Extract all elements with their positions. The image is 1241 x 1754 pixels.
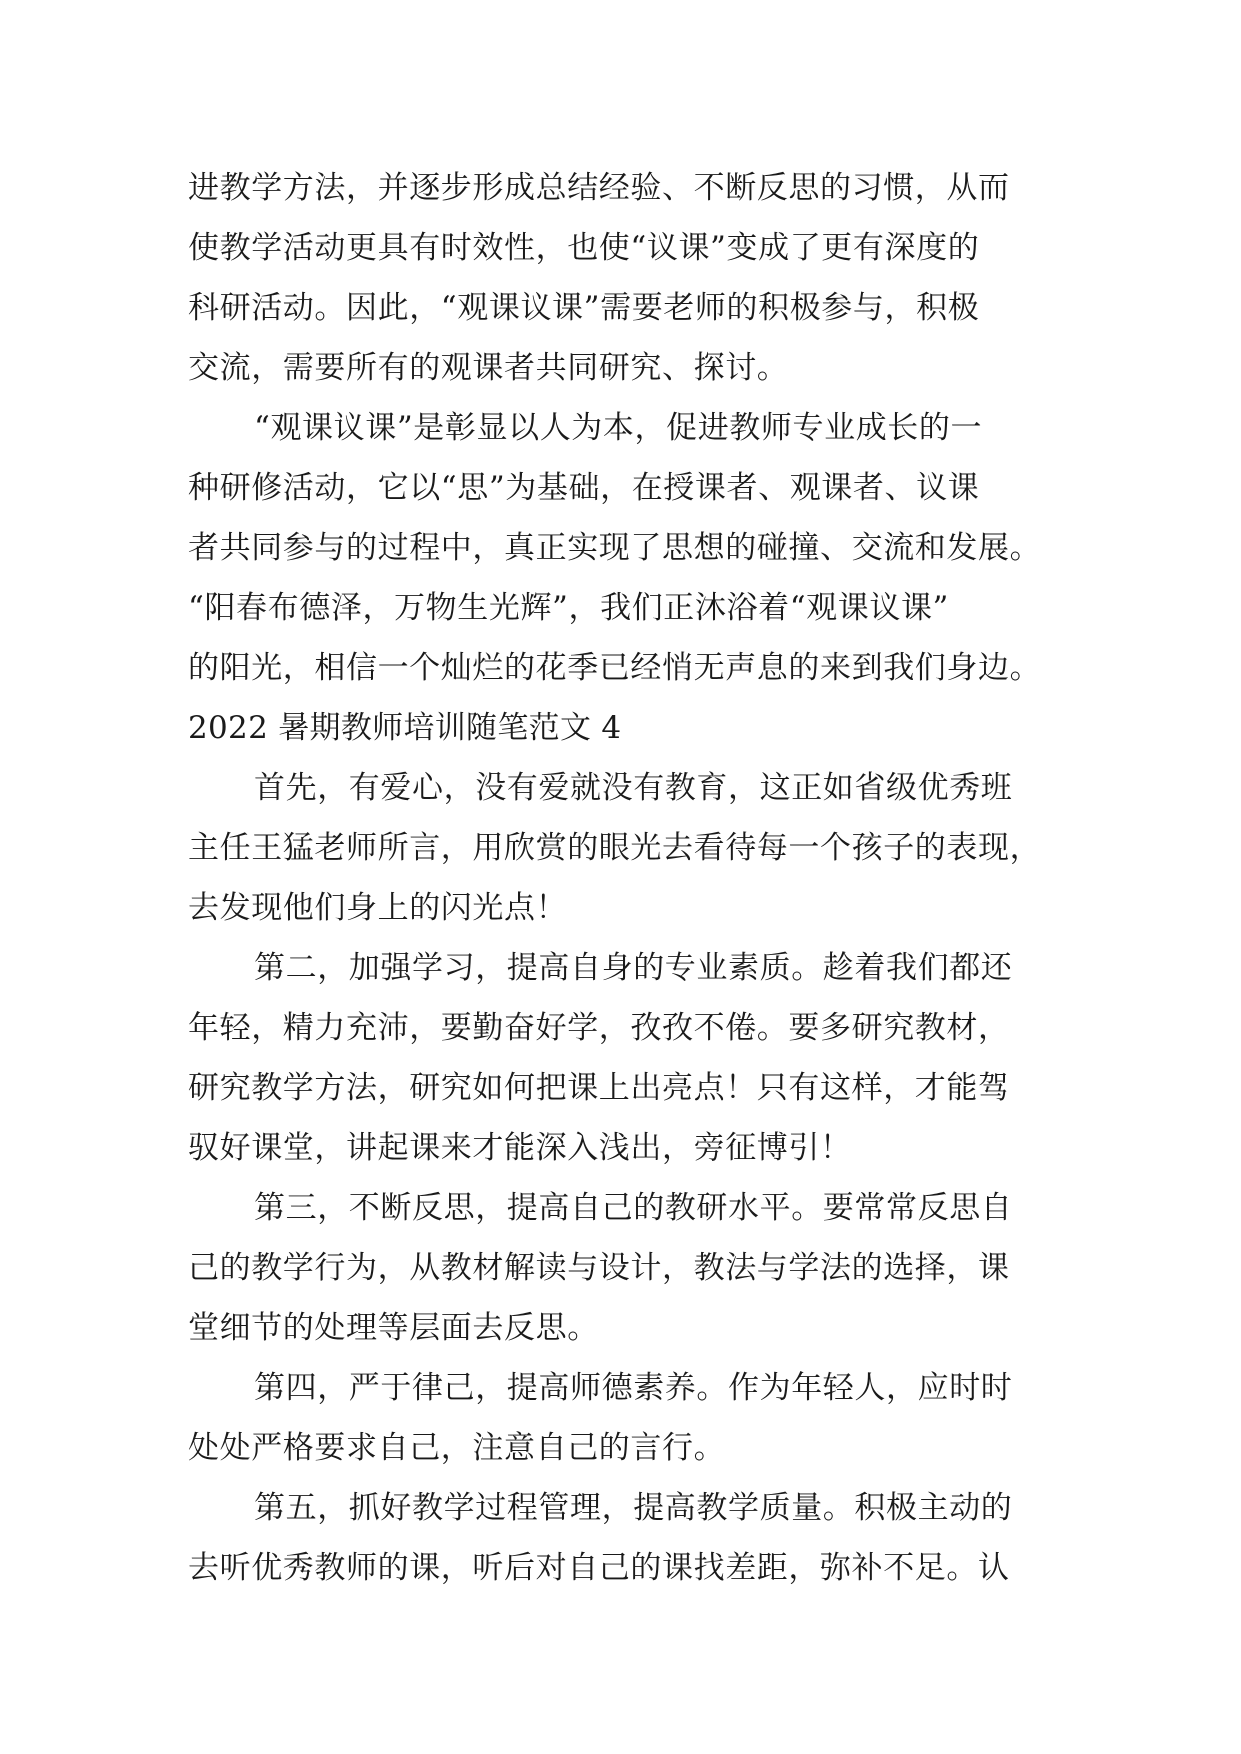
paragraph-first-line: 第四，严于律己，提高师德素养。作为年轻人，应时时: [254, 1370, 1013, 1406]
text-line: 堂细节的处理等层面去反思。: [188, 1310, 599, 1346]
paragraph-first-line: 第五，抓好教学过程管理，提高教学质量。积极主动的: [254, 1490, 1013, 1526]
text-line: 年轻，精力充沛，要勤奋好学，孜孜不倦。要多研究教材，: [188, 1010, 1010, 1046]
text-line: 去听优秀教师的课，听后对自己的课找差距，弥补不足。认: [188, 1550, 1010, 1586]
text-line: 进教学方法，并逐步形成总结经验、不断反思的习惯，从而: [188, 170, 1010, 206]
text-line: 研究教学方法，研究如何把课上出亮点！只有这样，才能驾: [188, 1070, 1010, 1106]
text-line: 科研活动。因此，“观课议课”需要老师的积极参与，积极: [188, 290, 980, 326]
document-body: [188, 158, 1058, 1598]
text-line: 主任王猛老师所言，用欣赏的眼光去看待每一个孩子的表现，: [188, 830, 1042, 866]
text-line: 种研修活动，它以“思”为基础，在授课者、观课者、议课: [188, 470, 980, 506]
text-line: 驭好课堂，讲起课来才能深入浅出，旁征博引！: [188, 1130, 852, 1166]
text-line: 者共同参与的过程中，真正实现了思想的碰撞、交流和发展。: [188, 530, 1042, 566]
text-line: 的阳光，相信一个灿烂的花季已经悄无声息的来到我们身边。: [188, 650, 1042, 686]
paragraph-first-line: 第二，加强学习，提高自身的专业素质。趁着我们都还: [254, 950, 1013, 986]
text-line: “阳春布德泽，万物生光辉”，我们正沐浴着“观课议课”: [188, 590, 949, 626]
text-line: 己的教学行为，从教材解读与设计，教法与学法的选择，课: [188, 1250, 1010, 1286]
paragraph-first-line: 第三，不断反思，提高自己的教研水平。要常常反思自: [254, 1190, 1013, 1226]
text-line: 交流，需要所有的观课者共同研究、探讨。: [188, 350, 789, 386]
paragraph-first-line: 首先，有爱心，没有爱就没有教育，这正如省级优秀班: [254, 770, 1013, 806]
text-line: 处处严格要求自己，注意自己的言行。: [188, 1430, 726, 1466]
text-line: 去发现他们身上的闪光点！: [188, 890, 568, 926]
section-heading: 2022 暑期教师培训随笔范文 4: [188, 710, 622, 746]
text-line: 使教学活动更具有时效性，也使“议课”变成了更有深度的: [188, 230, 980, 266]
paragraph-first-line: “观课议课”是彰显以人为本，促进教师专业成长的一: [254, 410, 983, 446]
